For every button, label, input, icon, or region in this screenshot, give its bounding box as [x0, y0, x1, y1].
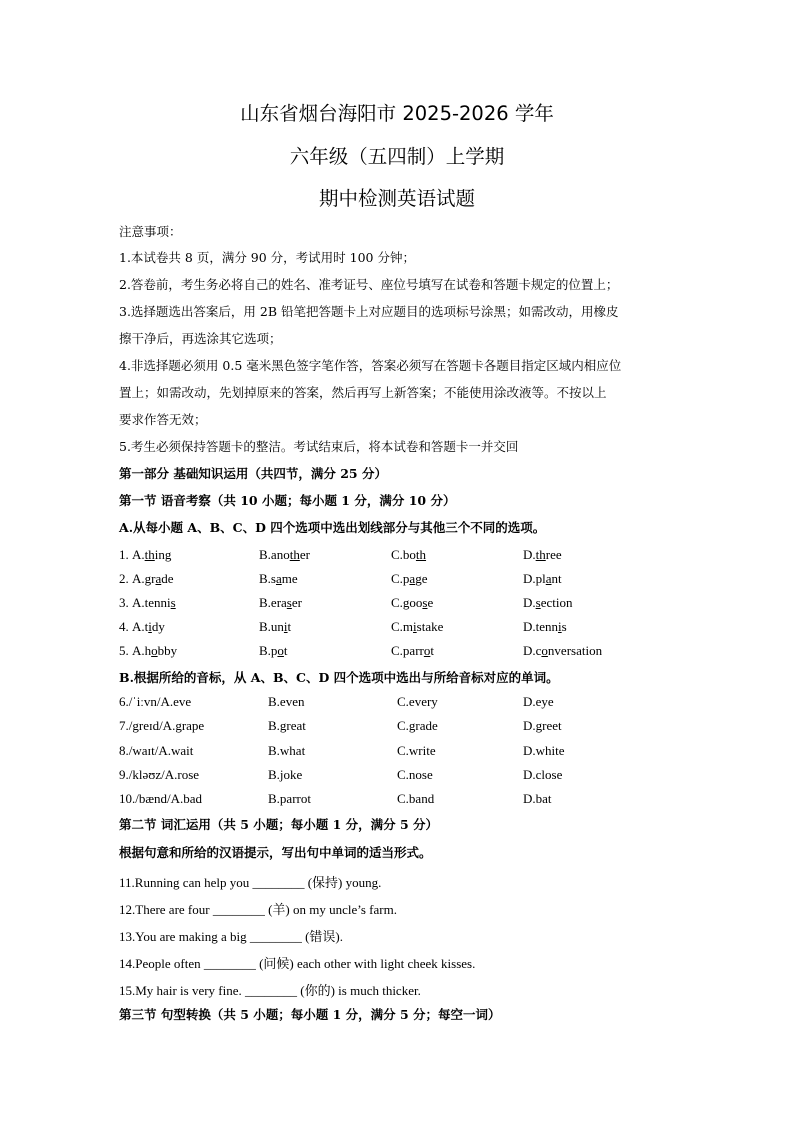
- question-number: 3.: [119, 595, 129, 610]
- option-d: D.close: [523, 767, 563, 782]
- section-3-heading: 第三节 句型转换（共 5 小题；每小题 1 分，满分 5 分；每空一词）: [119, 1007, 501, 1022]
- exam-title-line-1: 山东省烟台海阳市 2025-2026 学年: [240, 102, 554, 125]
- vocab-question: 14.People often ________ (问候) each other with light cheek kisses.: [119, 956, 476, 971]
- option-c: C.nose: [397, 767, 433, 782]
- note-4-line-1: 4.非选择题必须用 0.5 毫米黑色签字笔作答，答案必须写在答题卡各题目指定区域内相应位: [119, 358, 622, 373]
- section-a-heading: A.从每小题 A、B、C、D 四个选项中选出划线部分与其他三个不同的选项。: [119, 520, 546, 535]
- note-5: 5.考生必须保持答题卡的整洁。考试结束后，将本试卷和答题卡一并交回: [119, 439, 519, 454]
- option-b: B.parrot: [268, 791, 311, 806]
- notes-heading: 注意事项：: [119, 224, 182, 239]
- section-2-heading: 第二节 词汇运用（共 5 小题；每小题 1 分，满分 5 分）: [119, 817, 439, 832]
- option-d: D.three: [523, 547, 562, 562]
- option-d: D.white: [523, 743, 565, 758]
- option-d: D.section: [523, 595, 573, 610]
- question-number: 4.: [119, 619, 129, 634]
- note-4-line-3: 要求作答无效；: [119, 412, 207, 427]
- option-a: A.tidy: [132, 619, 165, 634]
- option-c: C.mistake: [391, 619, 444, 634]
- vocab-question: 11.Running can help you ________ (保持) young.: [119, 875, 382, 890]
- option-d: D.eye: [523, 694, 554, 709]
- option-b: B.unit: [259, 619, 292, 634]
- option-d: D.conversation: [523, 643, 603, 658]
- option-d: D.bat: [523, 791, 552, 806]
- question-with-option-a: 8./waɪt/A.wait: [119, 743, 194, 758]
- option-d: D.greet: [523, 718, 562, 733]
- option-c: C.page: [391, 571, 428, 586]
- exam-title-line-2: 六年级（五四制）上学期: [289, 145, 505, 168]
- option-a: A.hobby: [132, 643, 178, 658]
- question-with-option-a: 7./greɪd/A.grape: [119, 718, 205, 733]
- option-b: B.what: [268, 743, 306, 758]
- vocab-question: 15.My hair is very fine. ________ (你的) is much thicker.: [119, 983, 421, 998]
- vocab-question: 13.You are making a big ________ (错误).: [119, 929, 343, 944]
- option-c: C.grade: [397, 718, 438, 733]
- vocab-question: 12.There are four ________ (羊) on my uncle’s farm.: [119, 902, 397, 917]
- option-d: D.plant: [523, 571, 562, 586]
- note-3-line-1: 3.选择题选出答案后，用 2B 铅笔把答题卡上对应题目的选项标号涂黑；如需改动，用橡皮: [119, 304, 619, 319]
- section-2-instruction: 根据句意和所给的汉语提示，写出句中单词的适当形式。: [119, 845, 432, 860]
- option-b: B.even: [268, 694, 305, 709]
- note-1: 1.本试卷共 8 页，满分 90 分，考试用时 100 分钟；: [119, 250, 415, 265]
- section-1-heading: 第一节 语音考察（共 10 小题；每小题 1 分，满分 10 分）: [119, 493, 456, 508]
- option-c: C.band: [397, 791, 435, 806]
- option-b: B.pot: [259, 643, 288, 658]
- option-a: A.tennis: [132, 595, 176, 610]
- part-1-heading: 第一部分 基础知识运用（共四节，满分 25 分）: [119, 466, 387, 481]
- exam-title-line-3: 期中检测英语试题: [318, 187, 475, 210]
- option-a: A.grade: [132, 571, 174, 586]
- question-number: 5.: [119, 643, 129, 658]
- option-b: B.great: [268, 718, 306, 733]
- option-b: B.same: [259, 571, 298, 586]
- question-number: 2.: [119, 571, 129, 586]
- option-c: C.parrot: [391, 643, 434, 658]
- option-c: C.both: [391, 547, 427, 562]
- option-b: B.another: [259, 547, 310, 562]
- option-a: A.thing: [132, 547, 172, 562]
- question-with-option-a: 6./ˈiːvn/A.eve: [119, 694, 192, 709]
- question-with-option-a: 9./kləʊz/A.rose: [119, 767, 200, 782]
- note-3-line-2: 擦干净后，再选涂其它选项；: [119, 331, 282, 346]
- option-c: C.goose: [391, 595, 434, 610]
- option-d: D.tennis: [523, 619, 567, 634]
- option-b: B.joke: [268, 767, 303, 782]
- option-b: B.eraser: [259, 595, 302, 610]
- note-2: 2.答卷前，考生务必将自己的姓名、准考证号、座位号填写在试卷和答题卡规定的位置上；: [119, 277, 619, 292]
- note-4-line-2: 置上；如需改动，先划掉原来的答案，然后再写上新答案；不能使用涂改液等。不按以上: [119, 385, 607, 400]
- option-c: C.write: [397, 743, 436, 758]
- question-number: 1.: [119, 547, 129, 562]
- section-b-heading: B.根据所给的音标，从 A、B、C、D 四个选项中选出与所给音标对应的单词。: [119, 670, 559, 685]
- question-with-option-a: 10./bænd/A.bad: [119, 791, 203, 806]
- option-c: C.every: [397, 694, 438, 709]
